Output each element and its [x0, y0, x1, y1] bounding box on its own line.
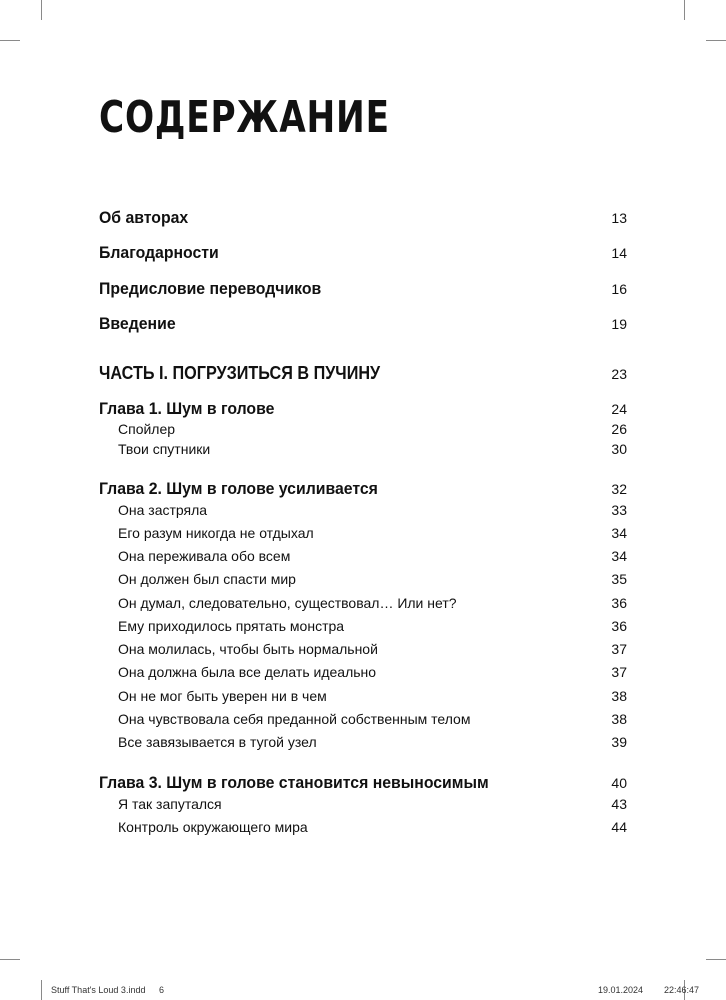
toc-section[interactable] — [118, 734, 627, 756]
toc-section-page: 36 — [611, 618, 627, 634]
toc-entry-page: 13 — [611, 210, 627, 226]
toc-section-label: Она должна была все делать идеально — [118, 664, 377, 680]
toc-section[interactable] — [118, 618, 627, 640]
toc-section-label: Твои спутники — [118, 441, 211, 457]
toc-section[interactable] — [118, 548, 627, 570]
toc-chapter-page: 24 — [611, 401, 627, 417]
toc-entry-label: Введение — [99, 314, 176, 333]
toc-entry[interactable] — [99, 279, 627, 301]
toc-section-page: 26 — [611, 421, 627, 437]
toc-section-page: 44 — [611, 819, 627, 835]
toc-section[interactable] — [118, 441, 627, 463]
toc-section[interactable] — [118, 819, 627, 841]
toc-entry-label: Благодарности — [99, 243, 219, 262]
toc-section-label: Он не мог быть уверен ни в чем — [118, 688, 327, 704]
toc-section-label: Спойлер — [118, 421, 176, 437]
toc-chapter-label: Глава 1. Шум в голове — [99, 399, 275, 418]
toc-section[interactable] — [118, 502, 627, 524]
toc-entry-label: Предисловие переводчиков — [99, 279, 322, 298]
toc-section-page: 43 — [611, 796, 627, 812]
toc-section-label: Ему приходилось прятать монстра — [118, 618, 345, 634]
toc-section[interactable] — [118, 796, 627, 818]
toc-chapter-label: Глава 3. Шум в голове становится невыносимым — [99, 773, 489, 792]
toc-entry-page: 14 — [611, 245, 627, 261]
toc-part[interactable] — [99, 363, 627, 385]
toc-chapter-label: Глава 2. Шум в голове усиливается — [99, 479, 378, 498]
toc-section-page: 37 — [611, 641, 627, 657]
toc-section[interactable] — [118, 595, 627, 617]
toc-section-page: 38 — [611, 711, 627, 727]
toc-section[interactable] — [118, 641, 627, 663]
toc-section-label: Контроль окружающего мира — [118, 819, 308, 835]
toc-section-page: 34 — [611, 548, 627, 564]
toc-section-page: 39 — [611, 734, 627, 750]
toc-section[interactable] — [118, 571, 627, 593]
toc-entry-page: 19 — [611, 316, 627, 332]
footer-date: 19.01.2024 — [598, 985, 644, 995]
toc-section[interactable] — [118, 664, 627, 686]
footer-time: 22:46:47 — [664, 985, 700, 995]
toc-chapter[interactable] — [99, 479, 627, 501]
toc-entry[interactable] — [99, 314, 627, 336]
toc-section-label: Он должен был спасти мир — [118, 571, 296, 587]
toc-part-page: 23 — [611, 366, 627, 382]
toc-part-label: ЧАСТЬ I. ПОГРУЗИТЬСЯ В ПУЧИНУ — [99, 363, 381, 383]
toc-entry[interactable] — [99, 243, 627, 265]
toc-entry-page: 16 — [611, 281, 627, 297]
toc-section-label: Я так запутался — [118, 796, 222, 812]
toc-section[interactable] — [118, 421, 627, 443]
footer-file-name: Stuff That's Loud 3.indd — [51, 985, 146, 995]
toc-section-page: 36 — [611, 595, 627, 611]
toc-chapter-page: 40 — [611, 775, 627, 791]
toc-chapter[interactable] — [99, 773, 627, 795]
toc-section-label: Он думал, следовательно, существовал… Или нет? — [118, 595, 457, 611]
toc-section-label: Она переживала обо всем — [118, 548, 291, 564]
toc-section-label: Его разум никогда не отдыхал — [118, 525, 314, 541]
toc-section[interactable] — [118, 525, 627, 547]
toc-section-page: 34 — [611, 525, 627, 541]
toc-section[interactable] — [118, 688, 627, 710]
toc-section-label: Она молилась, чтобы быть нормальной — [118, 641, 378, 657]
toc-chapter-page: 32 — [611, 481, 627, 497]
toc-entry[interactable] — [99, 208, 627, 230]
toc-section[interactable] — [118, 711, 627, 733]
toc-chapter[interactable] — [99, 399, 627, 421]
toc-entry-label: Об авторах — [99, 208, 189, 227]
toc-section-label: Она застряла — [118, 502, 208, 518]
footer-page-number: 6 — [159, 985, 165, 995]
toc-section-page: 30 — [611, 441, 627, 457]
toc-section-label: Все завязывается в тугой узел — [118, 734, 317, 750]
toc-section-page: 35 — [611, 571, 627, 587]
toc-section-page: 37 — [611, 664, 627, 680]
page-title: СОДЕРЖАНИЕ — [99, 92, 390, 143]
toc-section-label: Она чувствовала себя преданной собственным телом — [118, 711, 471, 727]
toc-section-page: 38 — [611, 688, 627, 704]
toc-section-page: 33 — [611, 502, 627, 518]
